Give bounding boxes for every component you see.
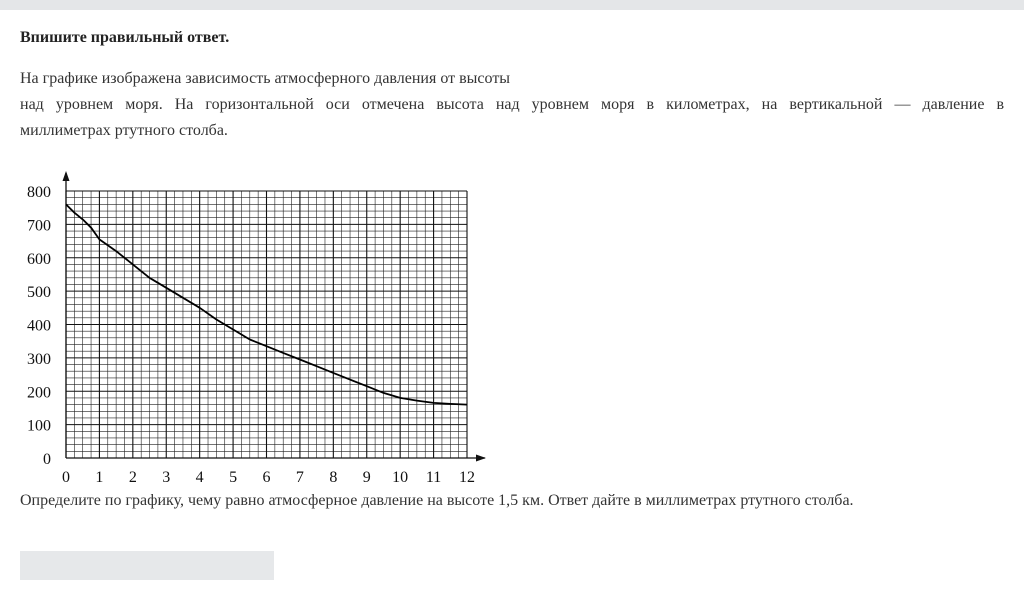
x-axis-arrow	[476, 455, 486, 462]
pressure-altitude-chart	[0, 160, 500, 490]
y-tick-labels	[27, 184, 51, 468]
statement-line-3: миллиметрах ртутного столба.	[20, 122, 228, 139]
task-heading: Впишите правильный ответ.	[20, 29, 230, 46]
y-tick-label: 200	[27, 384, 51, 402]
x-tick-label: 6	[262, 469, 271, 486]
statement-line-1: На графике изображена зависимость атмосферного давления от высоты	[20, 70, 511, 87]
x-tick-labels	[62, 469, 475, 486]
x-tick-label: 4	[195, 469, 204, 486]
task-question: Определите по графику, чему равно атмосферное давление на высоте 1,5 км. Ответ дайте в миллиметрах ртутного столба.	[20, 492, 854, 509]
x-tick-label: 11	[425, 469, 442, 486]
x-tick-label: 2	[128, 469, 137, 486]
x-tick-label: 3	[162, 469, 171, 486]
statement-line-2: над уровнем моря. На горизонтальной оси отмечена высота над уровнем моря в километрах, на вертикальной — давление в	[20, 96, 1004, 113]
y-tick-label: 700	[27, 217, 51, 235]
y-tick-label: 0	[43, 451, 51, 468]
y-tick-label: 100	[27, 417, 51, 435]
task-statement	[20, 66, 1004, 144]
y-tick-label: 500	[27, 284, 51, 302]
x-tick-label: 12	[459, 469, 475, 486]
y-axis-arrow	[63, 171, 70, 181]
y-tick-label: 300	[27, 350, 51, 368]
x-tick-label: 0	[62, 469, 70, 486]
x-tick-label: 5	[229, 469, 238, 486]
answer-input[interactable]	[20, 551, 274, 580]
x-tick-label: 7	[295, 469, 304, 486]
y-tick-label: 800	[27, 184, 51, 201]
y-tick-label: 400	[27, 317, 51, 335]
x-tick-label: 10	[392, 469, 409, 486]
y-tick-label: 600	[27, 250, 51, 268]
x-tick-label: 1	[95, 469, 104, 486]
x-tick-label: 8	[329, 469, 338, 486]
top-bar	[0, 0, 1024, 10]
x-tick-label: 9	[362, 469, 371, 486]
